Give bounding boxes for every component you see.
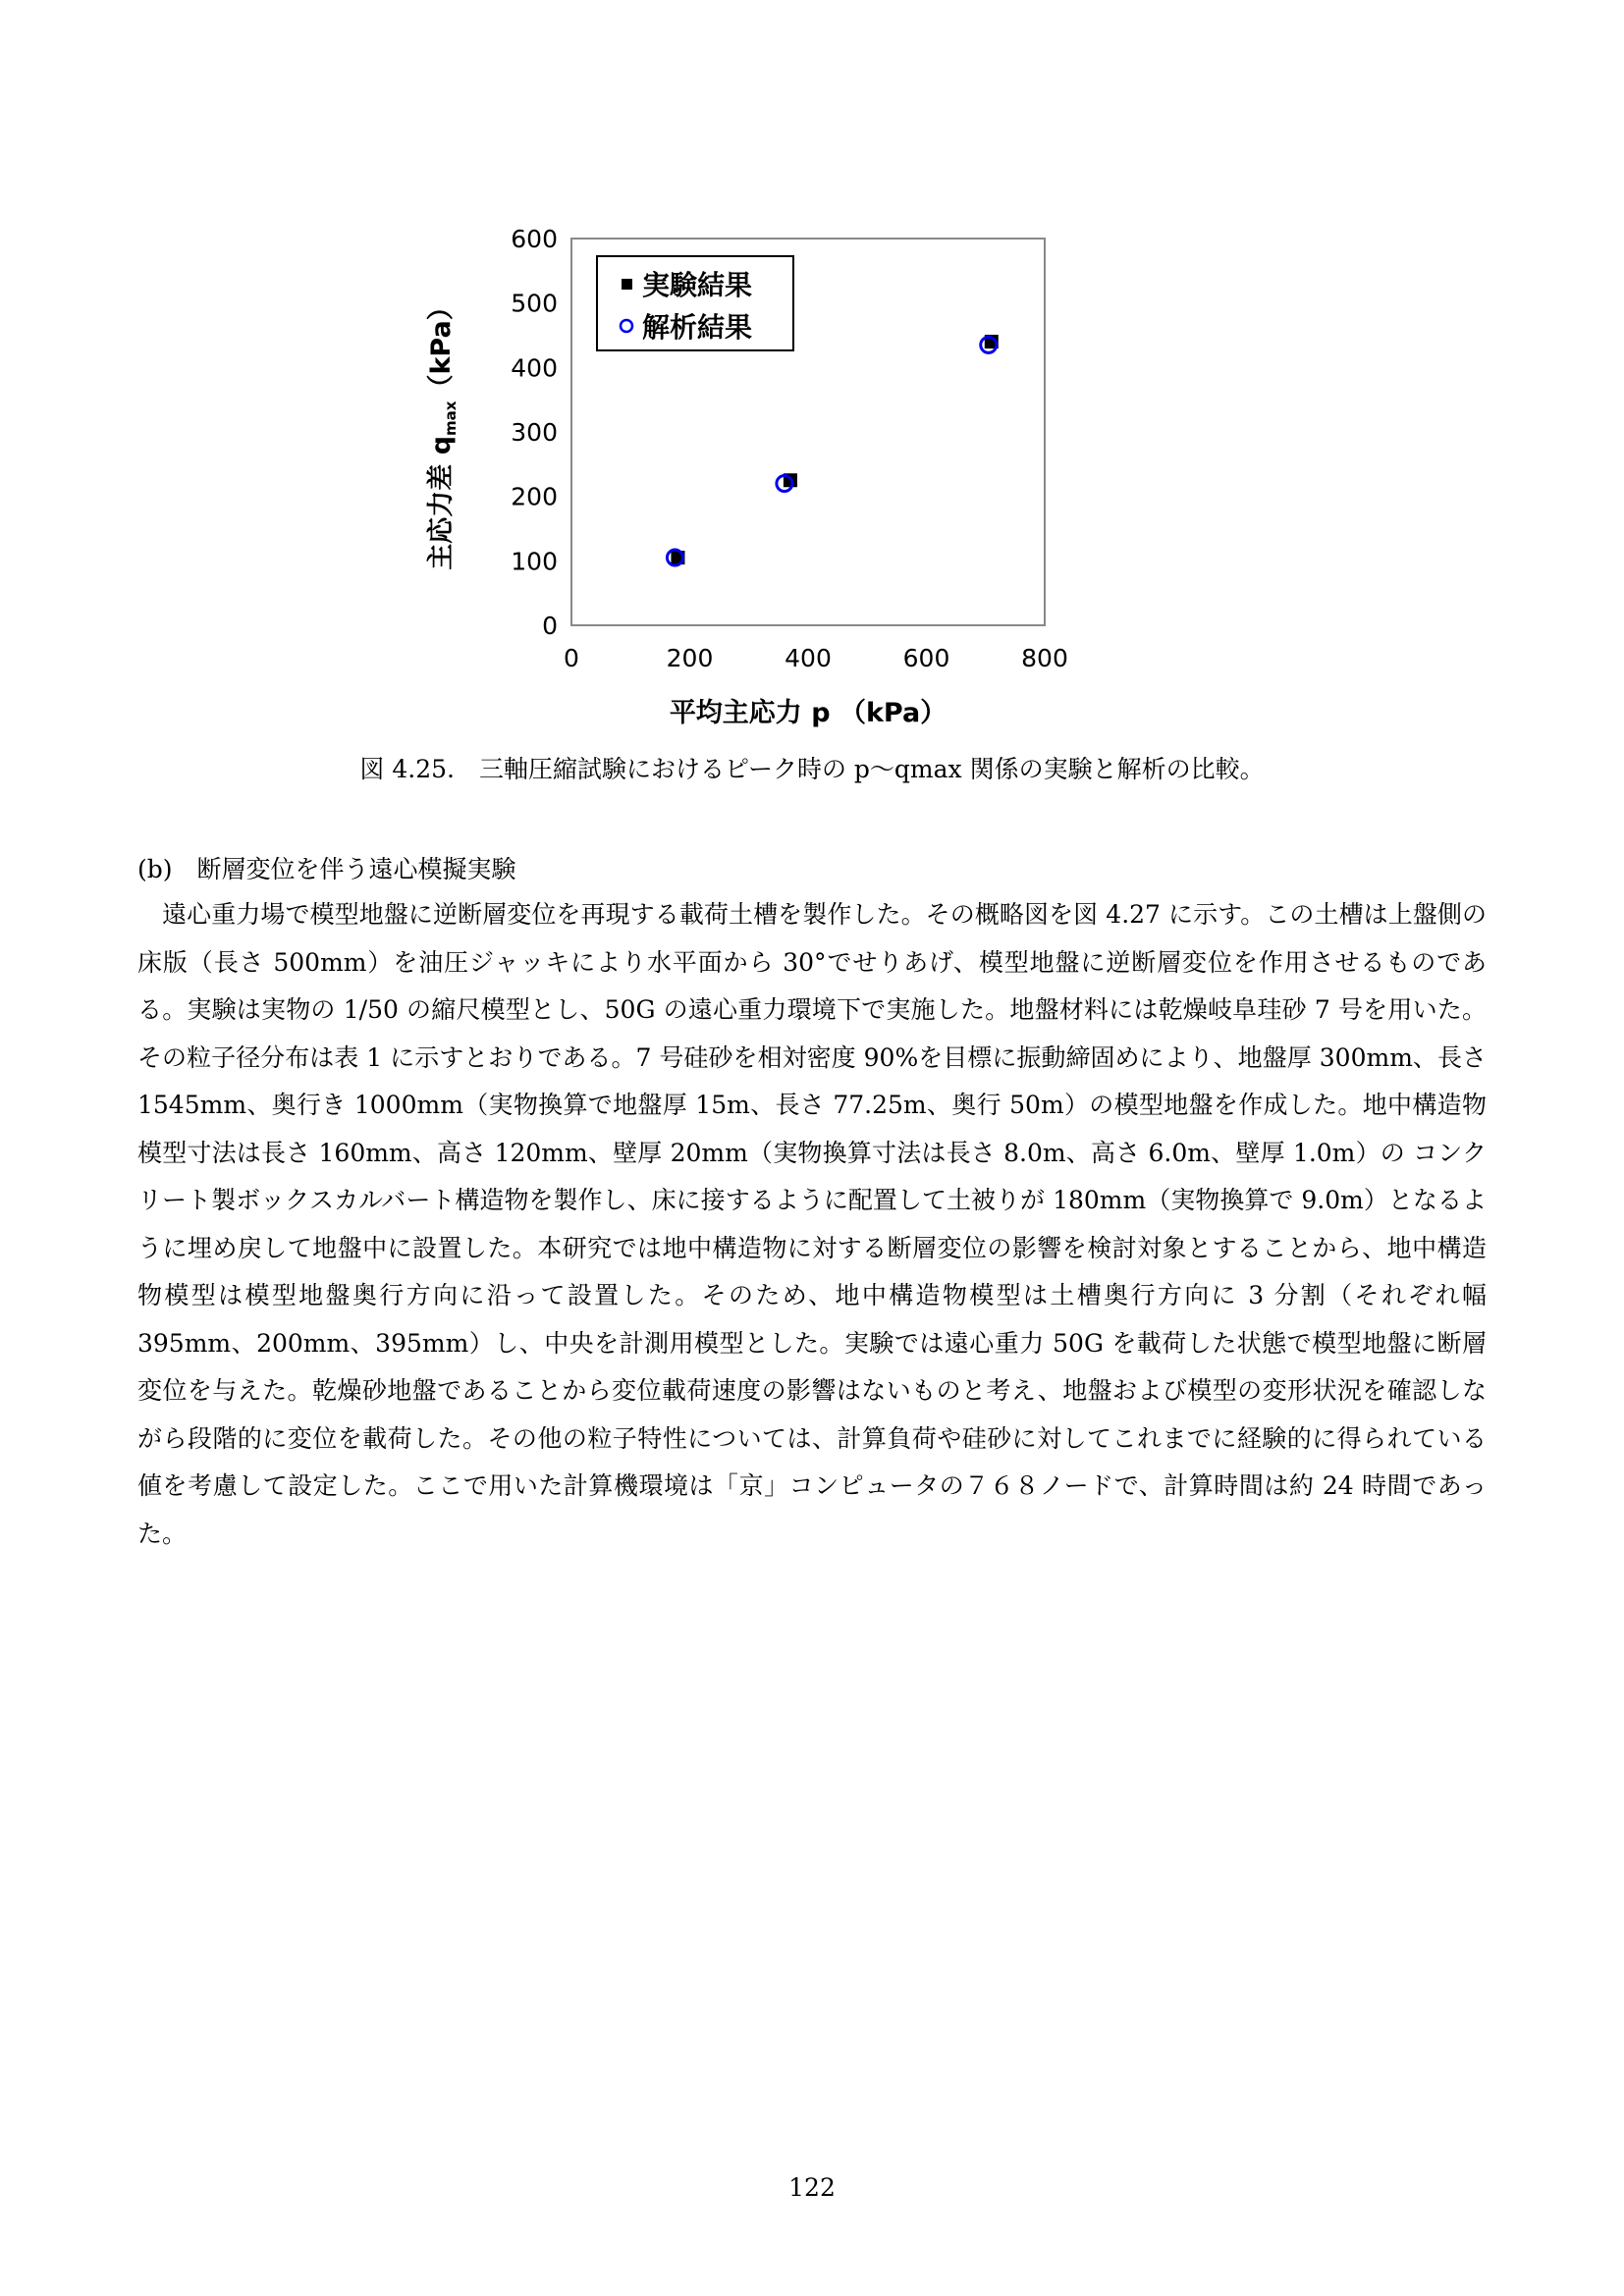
y-tick-label: 600 xyxy=(511,225,558,253)
y-axis-label-unit: （kPa） xyxy=(426,294,457,401)
x-tick-label: 200 xyxy=(666,644,714,672)
x-axis-ticks xyxy=(564,644,1068,672)
page-number: 122 xyxy=(788,2173,836,2202)
y-axis-label-main: 主応力差 q xyxy=(426,435,457,570)
figure-caption: 図 4.25. 三軸圧縮試験におけるピーク時の p～qmax 関係の実験と解析の比較。 xyxy=(359,755,1265,783)
y-tick-label: 500 xyxy=(511,289,558,318)
y-axis-label-subscript: max xyxy=(442,400,460,436)
y-axis-ticks xyxy=(511,225,558,640)
body-paragraph-container xyxy=(137,891,1487,1558)
legend-marker-experiment xyxy=(622,279,632,290)
y-tick-label: 300 xyxy=(511,418,558,447)
y-tick-label: 100 xyxy=(511,547,558,576)
section-heading: (b) 断層変位を伴う遠心模擬実験 xyxy=(137,855,516,883)
svg-text:主応力差 qmax（kPa） xyxy=(425,294,460,569)
x-tick-label: 400 xyxy=(785,644,832,672)
legend-label-experiment: 実験結果 xyxy=(642,269,753,301)
x-tick-label: 0 xyxy=(564,644,579,672)
scatter-chart xyxy=(412,214,1100,744)
body-paragraph: 遠心重力場で模型地盤に逆断層変位を再現する載荷土槽を製作した。その概略図を図 4.27 に示す。この土槽は上盤側の床版（長さ 500mm）を油圧ジャッキにより水平面から 30°でせりあげ、模型地盤に逆断層変位を作用させるものである。実験は実物の 1/50 の縮尺模型とし、50G の遠心重力環境下で実施した。地盤材料には乾燥岐阜珪砂 7 号を用いた。その粒子径分布は表 1 に示すとおりである。7 号硅砂を相対密度 90%を目標に振動締固めにより、地盤厚 300mm、長さ 1545mm、奥行き 1000mm（実物換算で地盤厚 15m、長さ 77.25m、奥行 50m）の模型地盤を作成した。地中構造物模型寸法は長さ 160mm、高さ 120mm、壁厚 20mm（実物換算寸法は長さ 8.0m、高さ 6.0m、壁厚 1.0m）の コンクリート製ボックスカルバート構造物を製作し、床に接するように配置して土被りが 180mm（実物換算で 9.0m）となるように埋め戻して地盤中に設置した。本研究では地中構造物に対する断層変位の影響を検討対象とすることから、地中構造物模型は模型地盤奥行方向に沿って設置した。そのため、地中構造物模型は土槽奥行方向に 3 分割（それぞれ幅 395mm、200mm、395mm）し、中央を計測用模型とした。実験では遠心重力 50G を載荷した状態で模型地盤に断層変位を与えた。乾燥砂地盤であることから変位載荷速度の影響はないものと考え、地盤および模型の変形状況を確認しながら段階的に変位を載荷した。その他の粒子特性については、計算負荷や硅砂に対してこれまでに経験的に得られている値を考慮して設定した。ここで用いた計算機環境は「京」コンピュータの７６８ノードで、計算時間は約 24 時間であった。 xyxy=(137,900,1487,1548)
y-tick-label: 400 xyxy=(511,353,558,383)
x-tick-label: 600 xyxy=(902,644,950,672)
x-tick-label: 800 xyxy=(1021,644,1068,672)
legend-label-analysis: 解析結果 xyxy=(642,311,753,344)
y-tick-label: 200 xyxy=(511,482,558,511)
y-axis-label xyxy=(425,294,460,569)
y-tick-label: 0 xyxy=(542,612,558,640)
legend xyxy=(597,256,793,350)
x-axis-label: 平均主応力 p （kPa） xyxy=(669,698,947,728)
